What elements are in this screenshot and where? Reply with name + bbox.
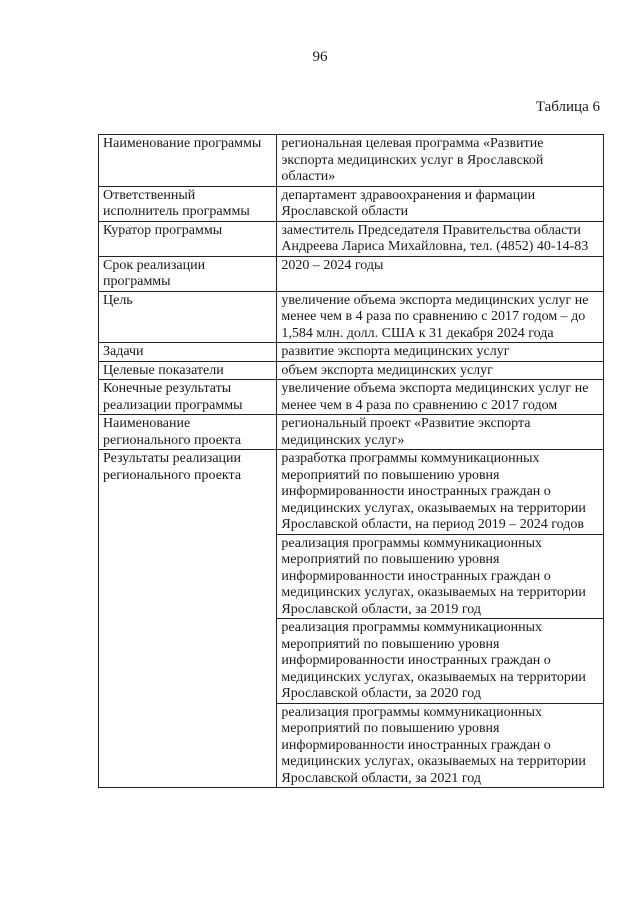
row-value: региональная целевая программа «Развитие экспорта медицинских услуг в Ярославской области» xyxy=(277,135,604,187)
table-row xyxy=(99,361,604,380)
row-value: региональный проект «Развитие экспорта медицинских услуг» xyxy=(277,415,604,450)
results-list xyxy=(277,450,603,787)
row-label: Куратор программы xyxy=(99,221,277,256)
results-cell xyxy=(277,450,604,788)
row-value: объем экспорта медицинских услуг xyxy=(277,361,604,380)
row-value: заместитель Председателя Правительства области Андреева Лариса Михайловна, тел. (4852) 40-14-83 xyxy=(277,221,604,256)
row-label: Срок реализации программы xyxy=(99,256,277,291)
row-label: Цель xyxy=(99,291,277,343)
result-item: разработка программы коммуникационных мероприятий по повышению уровня информированности иностранных граждан о медицинских услугах, оказываемых на территории Ярославской области, на период 2019 – 2024 годов xyxy=(277,450,603,534)
table-row xyxy=(99,291,604,343)
table-row xyxy=(99,343,604,362)
table-caption: Таблица 6 xyxy=(535,99,600,115)
row-label: Конечные результаты реализации программы xyxy=(99,380,277,415)
result-item: реализация программы коммуникационных мероприятий по повышению уровня информированности иностранных граждан о медицинских услугах, оказываемых на территории Ярославской области, за 2021 год xyxy=(281,704,586,786)
table-row xyxy=(99,135,604,187)
row-value: увеличение объема экспорта медицинских услуг не менее чем в 4 раза по сравнению с 2017 годом xyxy=(277,380,604,415)
row-label: Наименование программы xyxy=(99,135,277,187)
row-value: департамент здравоохранения и фармации Ярославской области xyxy=(277,186,604,221)
row-label: Ответственный исполнитель программы xyxy=(99,186,277,221)
table-row xyxy=(99,186,604,221)
page-number: 96 xyxy=(312,49,328,65)
table-row xyxy=(99,221,604,256)
row-label: Задачи xyxy=(99,343,277,362)
table-row xyxy=(99,256,604,291)
table-row xyxy=(99,415,604,450)
results-row xyxy=(99,450,604,788)
row-label: Наименование регионального проекта xyxy=(99,415,277,450)
row-value: 2020 – 2024 годы xyxy=(277,256,604,291)
row-value: развитие экспорта медицинских услуг xyxy=(277,343,604,362)
row-label: Результаты реализации регионального проекта xyxy=(99,450,277,788)
program-passport-table xyxy=(98,134,604,788)
result-item: реализация программы коммуникационных мероприятий по повышению уровня информированности иностранных граждан о медицинских услугах, оказываемых на территории Ярославской области, за 2019 год xyxy=(277,534,603,619)
table-row xyxy=(99,380,604,415)
row-value: увеличение объема экспорта медицинских услуг не менее чем в 4 раза по сравнению с 2017 годом – до 1,584 млн. долл. США к 31 декабря 2024 года xyxy=(277,291,604,343)
row-label: Целевые показатели xyxy=(99,361,277,380)
result-item: реализация программы коммуникационных мероприятий по повышению уровня информированности иностранных граждан о медицинских услугах, оказываемых на территории Ярославской области, за 2020 год xyxy=(277,619,603,704)
